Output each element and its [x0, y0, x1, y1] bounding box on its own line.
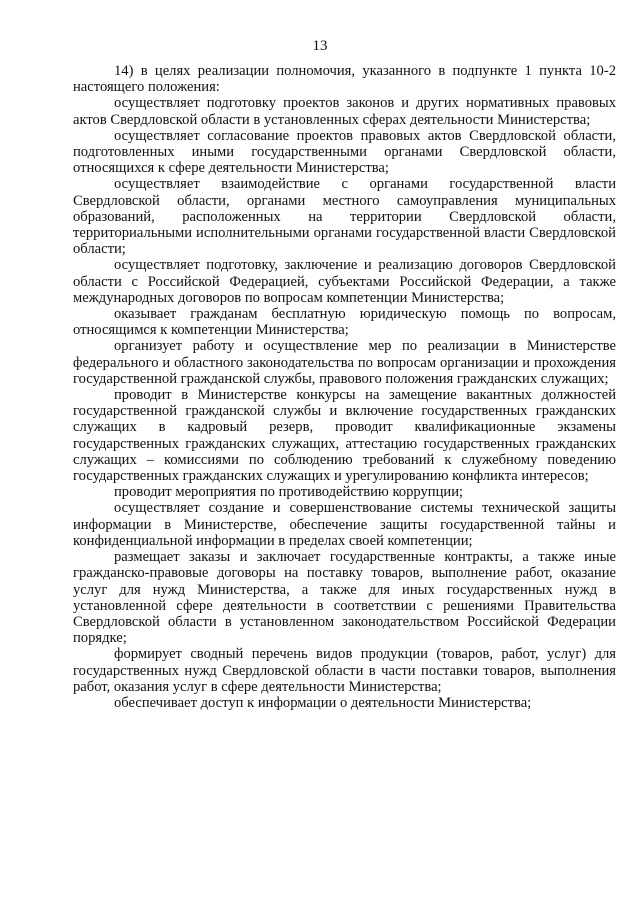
document-body [73, 63, 616, 711]
paragraph-anti-corruption: проводит мероприятия по противодействию коррупции; [114, 484, 464, 501]
paragraph-civil-service: организует работу и осуществление мер по реализации в Министерстве федерального и областного законодательства по вопросам организации и прохождения государственной гражданской службы, правового положения гражданских служащих; [73, 338, 616, 387]
paragraph-legal-aid: оказывает гражданам бесплатную юридическую помощь по вопросам, относящимся к компетенции Министерства; [73, 306, 616, 339]
paragraph-info-protection: осуществляет создание и совершенствование системы технической защиты информации в Министерстве, обеспечение защиты государственной тайны и конфиденциальной информации в пределах своей компетенции; [73, 500, 616, 549]
paragraph-product-list: формирует сводный перечень видов продукции (товаров, работ, услуг) для государственных нужд Свердловской области в части поставки товаров, выполнения работ, оказания услуг в сфере деятельности Министерства; [73, 646, 616, 695]
paragraph-procurement: размещает заказы и заключает государственные контракты, а также иные гражданско-правовые договоры на поставку товаров, выполнение работ, оказание услуг для нужд Министерства, а также для иных государственных нужд в установленной сфере деятельности в соответствии с решениями Правительства Свердловской области в установленном законодательством Российской Федерации порядке; [73, 549, 616, 647]
paragraph-item-14-intro: 14) в целях реализации полномочия, указанного в подпункте 1 пункта 10-2 настоящего положения: [73, 63, 616, 96]
paragraph-info-access: обеспечивает доступ к информации о деятельности Министерства; [114, 694, 532, 711]
paragraph-agreements: осуществляет подготовку, заключение и реализацию договоров Свердловской области с Российской Федерацией, субъектами Российской Федерации, а также международных договоров по вопросам компетенции Министерства; [73, 257, 616, 306]
paragraph-interaction: осуществляет взаимодействие с органами государственной власти Свердловской области, органами местного самоуправления муниципальных образований, расположенных на территории Свердловской области, территориальными исполнительными органами государственной власти Свердловской области; [73, 176, 616, 258]
paragraph-approval-acts: осуществляет согласование проектов правовых актов Свердловской области, подготовленных иными государственными органами Свердловской области, относящихся к сфере деятельности Министерства; [73, 127, 616, 177]
paragraph-competitions: проводит в Министерстве конкурсы на замещение вакантных должностей государственной гражданской службы и включение государственных гражданских служащих в кадровый резерв, проводит квалификационные экзамены государственных гражданских служащих, аттестацию государственных гражданских служащих – комиссиями по соблюдению требований к служебному поведению государственных гражданских служащих и урегулированию конфликта интересов; [73, 387, 616, 485]
page-number: 13 [312, 38, 328, 54]
paragraph-draft-laws: осуществляет подготовку проектов законов и других нормативных правовых актов Свердловской области в установленных сферах деятельности Министерства; [73, 95, 616, 128]
